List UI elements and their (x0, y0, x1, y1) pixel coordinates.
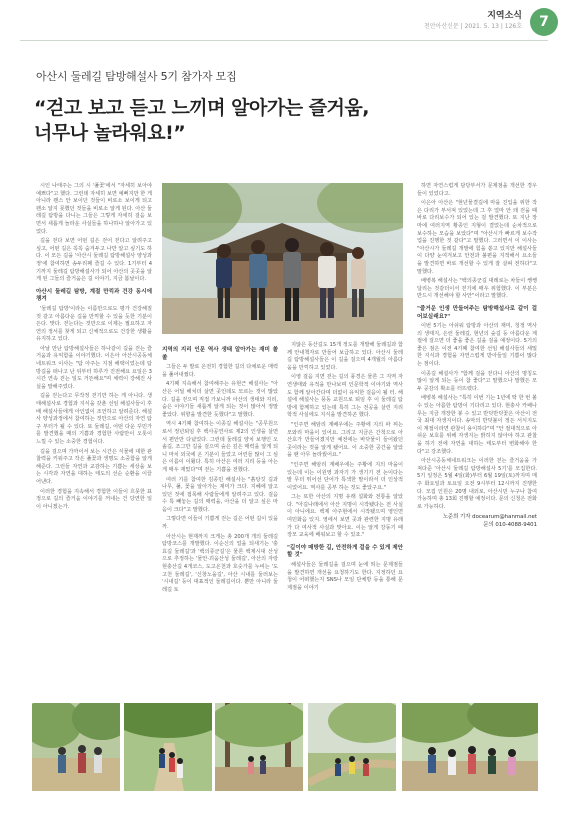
paragraph: 배병복 해설사는 "백의종군길 대레로는 차들이 쌩쌩 달리는 것같더이서 걷기에 매우 위험했다. 이 부분은 반드시 개선해야 할 사안"이라고 말했다. (417, 278, 537, 300)
paragraph: 길을 걷는다고 무작정 걷기만 하는 게 아니다. 생태해설사로 경험과 지식을 갖춘 선임 해설사들이 후배 해설사들에게 아인없이 조언하고 알려준다. 해설사 양성과정에서 참여하는 것만으로 아산의 자연 탐구 부터가 될 수 있다. 또 둘레길, 어떤 다운 꾸민가를 발견했을 때의 기쁨과 경험한 사람만이 오롯이 느낄 수 있는 소중한 경험이다. (36, 393, 152, 445)
header-divider (20, 40, 548, 41)
forest-path-photo-icon (215, 703, 303, 791)
article-subtitle: 아산시 둘레길 탐방해설사 5기 참가자 모집 (36, 70, 237, 83)
section-heading: "길이야 매방한 길, 안전하게 걸을 수 있게 제안할 것" (287, 544, 403, 559)
article-column-4 (417, 183, 537, 699)
paragraph: 길을 걸으며 가까이서 보는 시간은 식물에 대한 관찰력을 키워주고 작은 풀꽃과 생명도 소중함을 알게 해준다. 그런들 자연과 교감하는 기쁨는 세상을 보는 시각과 자연을 대하는 태도의 선순 순환을 이끌어낸다. (36, 448, 152, 485)
paragraph: 아산시는 현재까지 크게는 총 200개 개의 둘레길 탐방코스를 개발했다. 이순신의 얼을 되새기는 '충효길 둘레길'과 '백의종군길'은 물론 백제시대 산성으로 추정하는 '물안·괴움산성 둘레길', 아산의 자랑 현충산길 4개코스, 도고온천과 호숫가를 누비는 '도고천 둘레길', '신창노을길', 아산 시내를 둘러보는 '시내길' 등이 대표적인 둘레길이다. 뿐만 아니라 둘레길 토 (162, 533, 278, 593)
paragraph: 이러한 경험을 지속해서 경험한 이들이 흐뭇한 표정으로 길의 즐거움 이야기를 꺼내는 건 당연한 일이 아니겠는가. (36, 488, 152, 510)
contact-number: 문의 010-4088-9401 (483, 521, 537, 528)
paragraph: "인주면 해암리 계배우에는 주황에 지의 파 찌는 모와리 마을이 있어요. 그리고 지금은 간척으로 아산호가 만들어졌지만 예전에는 바닷물이 들어왔던 곳이라는 것을 알게 됐어요. 이 소중한 공간을 알았을 땐 아무 놀라웠어요." (287, 421, 403, 459)
trail-group-photo-icon (124, 703, 212, 791)
paragraph: 하면 자연스럽게 담당부서가 문제점을 개선한 경우들이 있었다고. (417, 183, 537, 197)
paragraph: 이은아 아산은 "현년물결길에 마을 진입을 위한 작은 다리가 부서져 있었는데 그 후 얼마 안 돼 걷을 때 바로 다리보수가 되어 있는 걸 발견했다. 또 지난 장마에 여러지역 황종인 지형이 결었는데 순차적으로 보수하는 모습을 보았다"며 "아산시가 빠르게 보수작업을 진행한 것 같다"고 말했다. 그러면서 이 이사는 "아산시가 둘레길 개발에 힘을 쏟고 있지만 해설사들이 다양 눈여겨보고 안전과 불편을 지적해서 요소들을 발견하면 바로 개선할 수 있게 잘 살펴 전하다"고 말했다. (417, 200, 537, 275)
paragraph: 그렇다면 이들이 기쁨게 걷는 길은 어떤 길이 있을까. (162, 516, 278, 531)
issue-meta: 천안아산신문 | 2021. 5. 13 | 126호 (423, 23, 522, 30)
garden-walk-photo-icon (32, 703, 120, 791)
paragraph: 배병복 해설사는 "특히 이번 기는 1년에 딱 한 번 볼 수 있는 아름한 탐방이 기다리고 있다. 현충사 카페나무는 지금 개장한 봉 수 있고 반딧반딧꽃은 아산이 전국 최대 자생지이다. 송악의 반딧불이 정든 서식지도 이 계절이라면 관찰이 용이하다"며 "안 절대적으로 아쉬운 보호를 위해 자생지는 밝히지 않아야 하고 관찰을 하기 전에 자연을 대하는 태도부터 변화해야 한다"고 강조했다. (417, 395, 537, 455)
paragraph: 아산시공동체네트워크는 이러한 걷는 즐거움을 가져다준 '아산시 둘레길 탐방해설사 5기'를 모집한다. 5기 일정은 5월 4일(화)부터 6월 19일(토)까지며 매주 화요일과 토요일 오전 9시부터 12시까지 진행한다. 모집 인원은 20명 내외로, 아산시민 누구나 참여 가능하며 총 13회 진행할 예정이다. 문의 신청은 전화로 가능하다. (417, 458, 538, 510)
paragraph: 지않은 동산길도 15개 정도를 개발해 둘레길과 함께 안내책자로 만들어 보급하고 있다. 아산시 둘레길 탐방해설사들은 이 길을 걸으며 4개월의 아름다움을 만끽하고 있었다. (287, 342, 403, 371)
paragraph: 길을 걷다 보면 어떤 길은 걷어 걷다고 알려주고 싶고, 어떤 길은 꼭꼭 숨겨두고 나만 알고 싶기도 하다. 이 모든 길을 '아산시 둘레길 탐방해설사 양성과정'에 참여하면 송두리째 즐길 수 있다. 1기부터 4기까지 둘레길 탐방해설사가 되어 아산의 곳곳을 알게 된 그들의 즐거움은 길 이야기, 지금 봄날이다. (36, 238, 152, 283)
headline-line-1: “걷고 보고 듣고 느끼며 알아가는 즐거움, (34, 97, 369, 119)
article-headline (34, 96, 534, 146)
paragraph: 이번 5기는 아쉬워 탐방과 아산의 재미, 청정 역사의 생태지, 은런 둘레길, 현년의 숲길 등 아름다운 계절에 걸으면 더 좋을 좋은 길을 걸을 예정이다. 5기의 좋은 점은 이전 4기째 참여한 선임 해설사들의 세밀한 지식과 경험을 자연스럽게 받아들일 기쁨이 많다는 점이다. (417, 323, 537, 368)
paragraph: 여러 기를 참여한 김종민 해설사는 "흙탕깃 길과 나무, 풀, 꽃을 알아가는 재미가 크다. 지혜에 알고 있던 것에 접목해 사람들에게 알려주고 있다. 걸음수 특 빼놓는 길의 매력을, 아산을 더 알고 싶은 마음이 크다"고 말했다. (162, 476, 278, 513)
section-heading: 지역의 지리 인문 역사 생태 알아가는 재미 쏠쏠 (162, 347, 278, 361)
paragraph: "인주면 해암리 계배우에는 주황에 지의 마을이 있는데 이는 이원영 과자기 가 생기기 전 논이다는 말 무더 뛰어선 단어가 특색한 말이라서 더 인상적이었어요. 역사를 공부 하는 것도 좋았구요." (287, 461, 403, 491)
article-column-2 (162, 342, 278, 699)
group-photo-icon (162, 183, 403, 334)
paragraph: 이종길 해설사가 "함께 걸을 걷다니 아산의 명칭도 많이 알게 되는 등이 참 좋다"고 말했으나 말했든 모두 공감의 확소를 터뜨렸다. (417, 370, 537, 392)
paragraph: 이영 걸음 지면 걷는 길의 풍경은 물론 그 지역 자연생태와 유적을 만나보며 인문학적 이야기와 역사도 함께 알아간다며 더없이 유익한 걸음이 될 터. 해설에 해설사는 풍동 교원으로 퇴임 후 이 둘레길 탐방에 함께하고 있는데 특히 그는 전공을 살린 지리학적 사실에도 지식을 발견하곤 했다. (287, 374, 403, 419)
hiking-group-photo-icon (402, 703, 538, 791)
paragraph: 시인 나태주는 그의 시 '풀꽃'에서 "자세히 보아야 예쁘다"고 했다. 그런데 자세히 보면 예뻐지만 한 게 아니라 왠스 안 보이던 것들이 비로소 보이게 되고 왠소 알지 못했던 것들을 비로소 알게 된다. 아산 둘레길 탐방을 다니는 그들은 그렇게 자세히 걸음 보면서 새롭게 놀라운 사실들을 하나하나 알아가고 있었다. (36, 183, 152, 235)
paragraph: 4기째 지속해서 참여해주는 유현근 해설사는 "아산은 어딜 해치더 살면 곳인데도 모르는 것이 많았다. 길을 걷으며 직접 가보니까 아산의 생태와 지리, 숨은 이야기들 새롭게 알게 되는 것이 많아서 정말 좋았다. 위향을 발견한 듯했다"고 말했다. (162, 381, 278, 418)
header-text (424, 10, 522, 31)
section-heading: 아산시 둘레길 탐방, 계절 만끽과 건강 동시에 챙겨 (36, 288, 152, 303)
article-column-3 (287, 342, 403, 699)
paragraph: 그들은 두 발로 온전히 경험한 길의 다채로운 매력을 풀어내줬다. (162, 364, 278, 378)
paragraph: 그는 또한 아산의 지명 유래 설화와 전통을 알았다. "아길나래에서 아산 지명이 시작됐다는 전 사실이 아니에요. 백제 아주현에서 시작됐으며 영인면 여민화음 있지. 영에서 보면 곳과 관련한 지명 유래가 다 여사적 사실과 맞아요. 이는 알게 강동기 때 장모 교육에 배워보고 할 수 있죠." (287, 494, 403, 539)
section-name: 지역소식 (487, 11, 522, 21)
page-number: 7 (530, 8, 558, 36)
section-heading: "즐거운 인생 만들어주는 탐방해설사로 같이 걸어보실래요?" (417, 305, 537, 320)
paragraph: 역시 4기째 참여하는 이종길 해설사는 "공무원으로서 정년퇴임 후 백사공연사로 제2의 인생을 살면서 편안만 다녔었다. 그런데 둘레길 양치 보행인 오솔길, 조그만 길을 걸으며 숲은 깊은 매력을 알게 되니 마치 외국에 온 기분이 들었고 어린들 많이 그 심은 이름이 이뤘다. 특히 아산은 여러 지리 등을 아는 게 매우 재밌다"며 걷는 기쁨을 전했다. (162, 421, 278, 473)
headline-line-2: 너무나 놀라워요!” (34, 122, 186, 144)
paragraph: 아날 만난 탐방해설사들은 하나같이 길을 걷는 즐거움과 유익함을 이야기했다. 이은아 아산시공동체네트워크 이사는 "탐 아주는 지점 해택이었는데 탐방길을 떠나고 난 뒤부터 하루가 진전해요 요일은 3시간 연속 걷는 일도 거뜬해요"며 체력이 강해진 사실을 말해주었다. (36, 345, 152, 390)
page-header (258, 8, 558, 38)
field-trail-photo-icon (308, 703, 396, 791)
paragraph: 해설사들은 둘레길을 걸으며 눈에 띄는 문제점들을 발견하면 개선을 요청하기도 한다. 지정하던 요청이 어떠했는지 SNS나 모임 단체방 등을 통해 문제점을 이야기 (287, 562, 403, 591)
paragraph: '둘레길 탐방'이라는 이름만으로도 평가 건강해질 것 같고 아름다운 길을 만끽할 수 있을 듯한 기분이 든다. 맞다. 걷는다는 것만으로 이제는 필요하고 자연의 정서를 찾게 되고 신체적으로도 건강한 생활을 유지하고 있다. (36, 305, 152, 343)
reporter-byline: 노준희 기자 docearum@hanmail.net (442, 514, 537, 521)
article-column-1 (36, 183, 152, 699)
